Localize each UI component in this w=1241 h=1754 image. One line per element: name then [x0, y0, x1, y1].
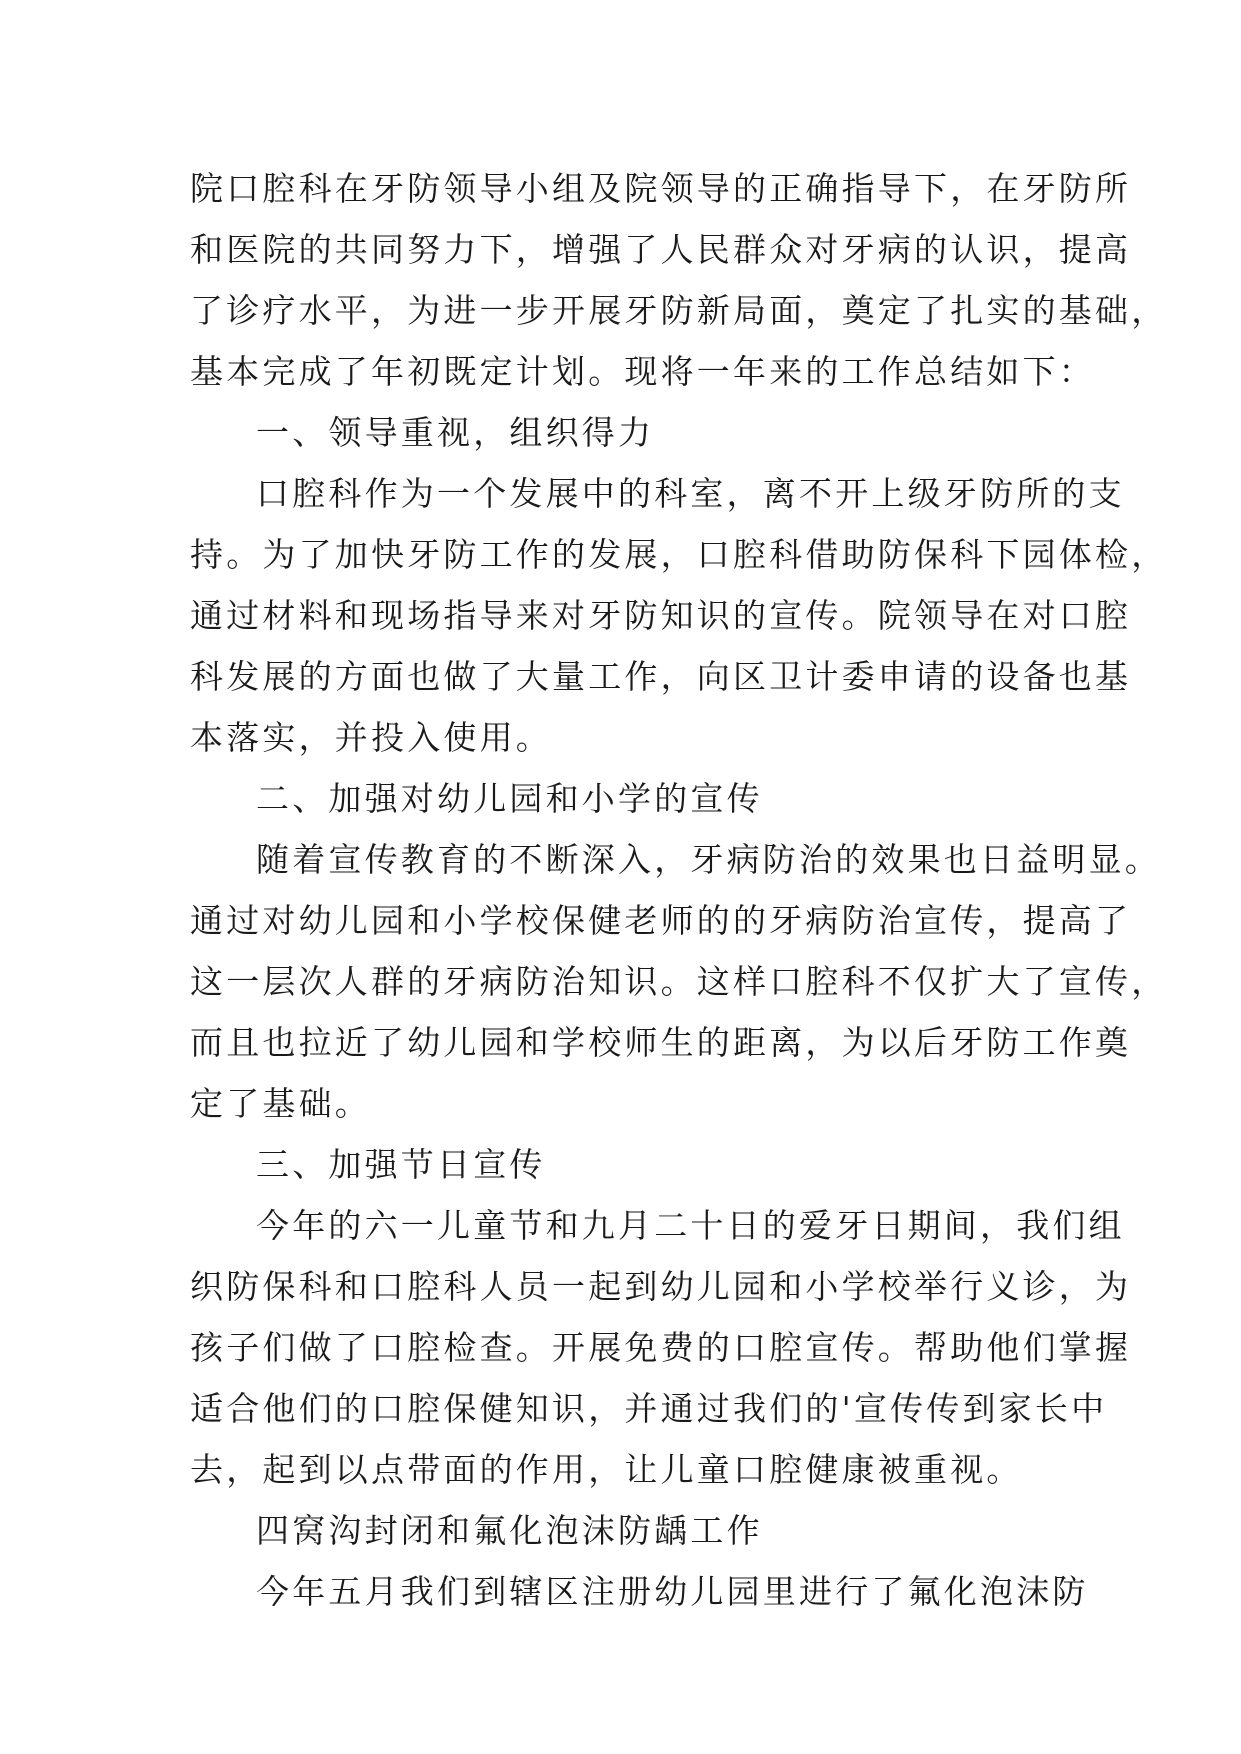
- section-heading-4: 四窝沟封闭和氟化泡沫防龋工作: [256, 1511, 763, 1550]
- body-line: 孩子们做了口腔检查。开展免费的口腔宣传。帮助他们掌握: [190, 1328, 1132, 1367]
- section-heading-1: 一、领导重视，组织得力: [256, 413, 655, 452]
- section-heading-3: 三、加强节日宣传: [256, 1145, 546, 1184]
- body-line: 基本完成了年初既定计划。现将一年来的工作总结如下：: [190, 352, 1095, 391]
- body-line: 定了基础。: [190, 1084, 371, 1123]
- body-line: 去，起到以点带面的作用，让儿童口腔健康被重视。: [190, 1450, 1023, 1489]
- body-line: 和医院的共同努力下，增强了人民群众对牙病的认识，提高: [190, 230, 1132, 269]
- body-line: 通过对幼儿园和小学校保健老师的的牙病防治宣传，提高了: [190, 901, 1132, 940]
- paragraph-start: 今年的六一儿童节和九月二十日的爱牙日期间，我们组: [256, 1206, 1125, 1245]
- body-line: 这一层次人群的牙病防治知识。这样口腔科不仅扩大了宣传，: [190, 962, 1168, 1001]
- document-body: [190, 158, 1168, 1622]
- paragraph-start: 口腔科作为一个发展中的科室，离不开上级牙防所的支: [256, 474, 1125, 513]
- body-line: 科发展的方面也做了大量工作，向区卫计委申请的设备也基: [190, 657, 1132, 696]
- body-line: 适合他们的口腔保健知识，并通过我们的'宣传传到家长中: [190, 1389, 1108, 1428]
- body-line: 本落实，并投入使用。: [190, 718, 552, 757]
- body-line: 而且也拉近了幼儿园和学校师生的距离，为以后牙防工作奠: [190, 1023, 1132, 1062]
- body-line: 织防保科和口腔科人员一起到幼儿园和小学校举行义诊，为: [190, 1267, 1132, 1306]
- body-line: 了诊疗水平，为进一步开展牙防新局面，奠定了扎实的基础，: [190, 291, 1168, 330]
- section-heading-2: 二、加强对幼儿园和小学的宣传: [256, 779, 763, 818]
- body-line: 持。为了加快牙防工作的发展，口腔科借助防保科下园体检，: [190, 535, 1168, 574]
- paragraph-start: 随着宣传教育的不断深入，牙病防治的效果也日益明显。: [256, 840, 1161, 879]
- body-line: 院口腔科在牙防领导小组及院领导的正确指导下，在牙防所: [190, 169, 1132, 208]
- body-line: 通过材料和现场指导来对牙防知识的宣传。院领导在对口腔: [190, 596, 1132, 635]
- paragraph-start: 今年五月我们到辖区注册幼儿园里进行了氟化泡沫防: [256, 1572, 1089, 1611]
